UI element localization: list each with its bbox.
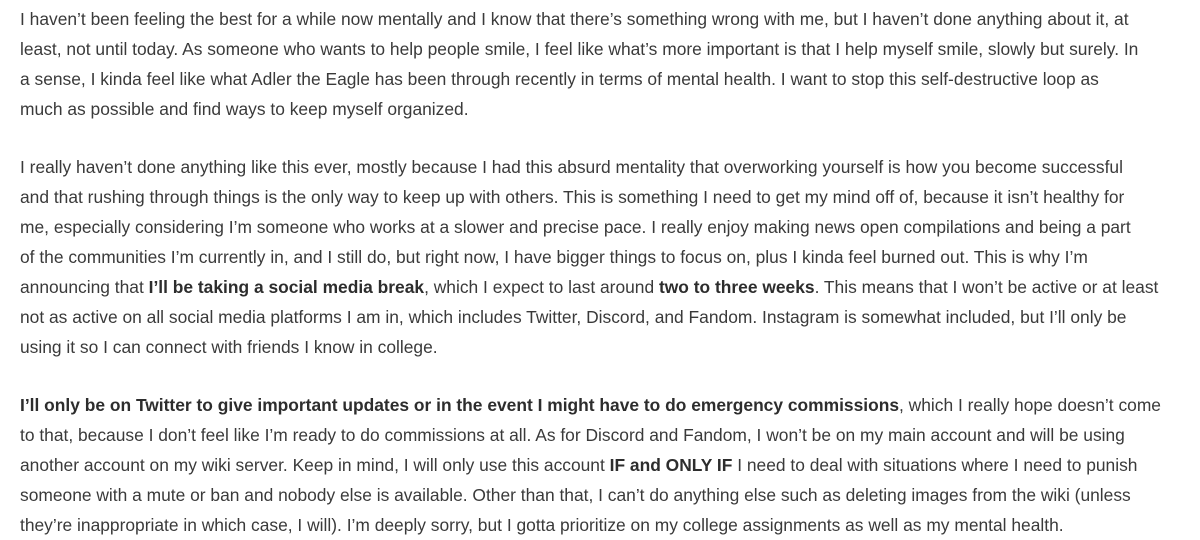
text-run: me, especially considering I’m someone who works at a slower and precise pace. I really enjoy making news open compilations and being a part <box>20 217 1131 237</box>
paragraph <box>20 390 1190 540</box>
text-line <box>20 242 1190 272</box>
text-run: to that, because I don’t feel like I’m ready to do commissions at all. As for Discord and Fandom, I won’t be on my main account and will be using <box>20 425 1125 445</box>
text-run: someone with a mute or ban and nobody else is available. Other than that, I can’t do anything else such as deleting images from the wiki (unless <box>20 485 1131 505</box>
text-line <box>20 34 1190 64</box>
text-line <box>20 94 1190 124</box>
text-line <box>20 510 1190 540</box>
text-run: another account on my wiki server. Keep in mind, I will only use this account <box>20 455 610 475</box>
text-line <box>20 4 1190 34</box>
text-run: using it so I can connect with friends I know in college. <box>20 337 438 357</box>
text-run: not as active on all social media platforms I am in, which includes Twitter, Discord, and Fandom. Instagram is somewhat included, but I’ll only be <box>20 307 1127 327</box>
emphasized-text: two to three weeks <box>658 277 815 297</box>
text-run: . This means that I won’t be active or at least <box>814 277 1159 297</box>
text-line <box>20 182 1190 212</box>
text-line <box>20 64 1190 94</box>
emphasized-text: I’ll only be on Twitter to give important updates or in the event I might have to do emergency commissions <box>20 395 900 415</box>
text-run: , which I really hope doesn’t come <box>899 395 1161 415</box>
text-line <box>20 420 1190 450</box>
text-run: , which I expect to last around <box>424 277 659 297</box>
text-line <box>20 480 1190 510</box>
text-run: least, not until today. As someone who wants to help people smile, I feel like what’s more important is that I help myself smile, slowly but surely. In <box>20 39 1139 59</box>
text-run: a sense, I kinda feel like what Adler the Eagle has been through recently in terms of mental health. I want to stop this self-destructive loop as <box>20 69 1099 89</box>
text-run: announcing that <box>20 277 149 297</box>
text-line <box>20 152 1190 182</box>
text-run: of the communities I’m currently in, and I still do, but right now, I have bigger things to focus on, plus I kinda feel burned out. This is why I’m <box>20 247 1088 267</box>
text-line <box>20 212 1190 242</box>
text-run: much as possible and find ways to keep myself organized. <box>20 99 469 119</box>
emphasized-text: I’ll be taking a social media break <box>148 277 425 297</box>
emphasized-text: IF and ONLY IF <box>609 455 733 475</box>
text-run: I really haven’t done anything like this ever, mostly because I had this absurd mentality that overworking yourself is how you become successful <box>20 157 1123 177</box>
text-line <box>20 450 1190 480</box>
paragraph <box>20 152 1190 362</box>
paragraph <box>20 4 1190 124</box>
text-line <box>20 272 1190 302</box>
text-line <box>20 332 1190 362</box>
text-run: I need to deal with situations where I need to punish <box>732 455 1138 475</box>
text-run: I haven’t been feeling the best for a while now mentally and I know that there’s something wrong with me, but I haven’t done anything about it, at <box>20 9 1129 29</box>
text-line <box>20 390 1190 420</box>
text-run: and that rushing through things is the only way to keep up with others. This is something I need to get my mind off of, because it isn’t healthy for <box>20 187 1125 207</box>
text-run: they’re inappropriate in which case, I will). I’m deeply sorry, but I gotta prioritize on my college assignments as well as my mental health. <box>20 515 1064 535</box>
text-line <box>20 302 1190 332</box>
